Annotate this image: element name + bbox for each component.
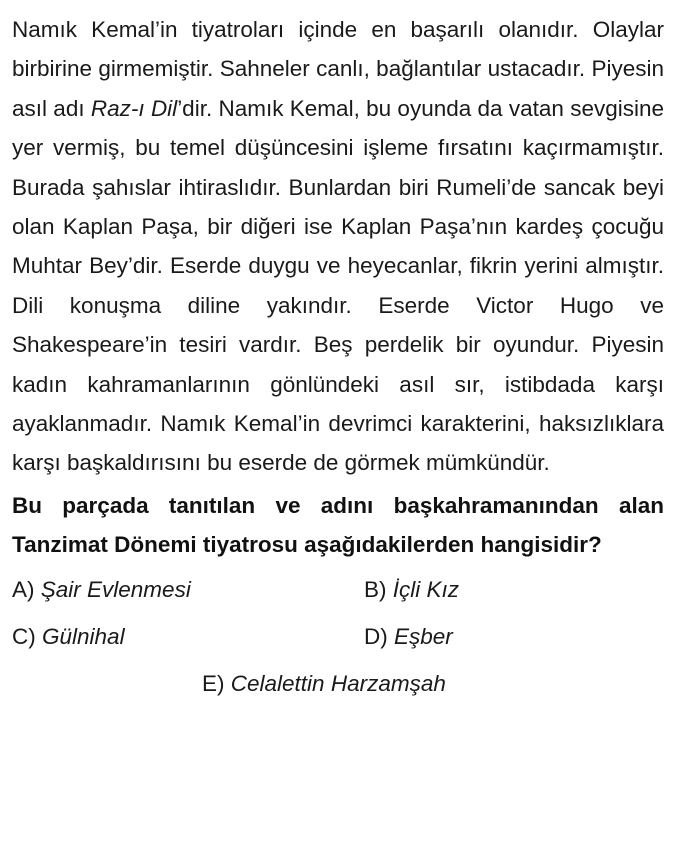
play-original-title: Raz-ı Dil xyxy=(90,95,178,121)
option-a[interactable] xyxy=(12,577,191,603)
option-c[interactable] xyxy=(12,624,125,650)
passage-text xyxy=(12,10,664,483)
option-d-text: Eşber xyxy=(394,623,453,649)
option-d[interactable] xyxy=(364,624,453,650)
question-page xyxy=(12,10,664,737)
option-e-text: Celalettin Harzamşah xyxy=(230,670,446,696)
option-d-letter: D) xyxy=(364,623,388,649)
option-c-letter: C) xyxy=(12,623,36,649)
option-b-letter: B) xyxy=(364,576,387,602)
option-e[interactable] xyxy=(202,671,446,697)
option-a-text: Şair Evlenmesi xyxy=(40,576,191,602)
question-stem: Bu parçada tanıtılan ve adını başkahramanından alan Tanzimat Dönemi tiyatrosu aşağıdakilerden hangisidir? xyxy=(12,492,664,558)
option-b[interactable] xyxy=(364,577,459,603)
option-e-letter: E) xyxy=(202,670,225,696)
passage-part-2: ’dir. Namık Kemal, bu oyunda da vatan sevgisine yer vermiş, bu temel düşüncesini işleme fırsatını kaçırmamıştır. Burada şahıslar ihtiraslıdır. Bunlardan biri Rumeli’de sancak beyi olan Kaplan Paşa, bir diğeri ise Kaplan Paşa’nın kardeş çocuğu Muhtar Bey’dir. Eserde duygu ve heyecanlar, fikrin yerini almıştır. Dili konuşma diline yakındır. Eserde Victor Hugo ve Shakespeare’in tesiri vardır. Beş perdelik bir oyundur. Piyesin kadın kahramanlarının gönlündeki asıl sır, istibdada karşı ayaklanmadır. Namık Kemal’in devrimci karakterini, haksızlıklara karşı başkaldırısını bu eserde de görmek mümkündür. xyxy=(12,95,664,476)
answer-options xyxy=(12,577,664,737)
option-a-letter: A) xyxy=(12,576,35,602)
option-c-text: Gülnihal xyxy=(42,623,125,649)
option-b-text: İçli Kız xyxy=(392,576,460,602)
passage-part-1: Namık Kemal’in tiyatroları içinde en başarılı olanıdır. Olaylar birbirine girmemiştir. Sahneler canlı, bağlantılar ustacadır. Piyesin asıl adı xyxy=(12,17,664,121)
